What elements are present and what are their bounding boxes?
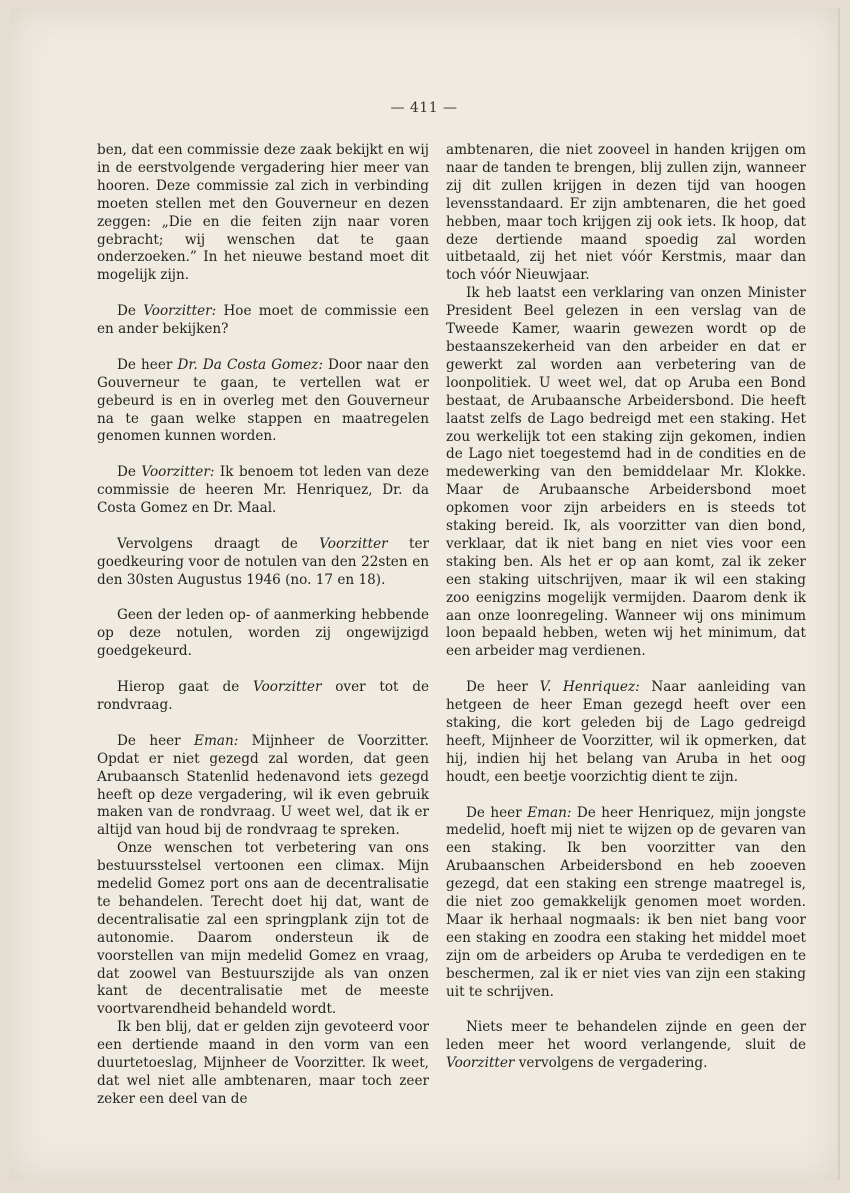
paragraph: Onze wenschen tot verbetering van ons bestuursstelsel vertoonen een climax. Mijn medelid Gomez port ons aan de decentralisatie te behandelen. Terecht doet hij dat, want de decentralisatie zal een springplank zijn tot de autonomie. Daarom ondersteun ik de voorstellen van mijn medelid Gomez en vraag, dat zoowel van Bestuurszijde als van onzen kant de decentralisatie met de meeste voortvarendheid behandeld wordt. bbox=[97, 840, 429, 1018]
speaker-name: Voorzitter: bbox=[141, 464, 215, 481]
paragraph: De Voorzitter: Hoe moet de commissie een en ander bekijken? bbox=[97, 303, 429, 338]
paragraph: Vervolgens draagt de Voorzitter ter goedkeuring voor de notulen van den 22sten en den 30sten Augustus 1946 (no. 17 en 18). bbox=[97, 535, 429, 588]
speaker-name: Voorzitter bbox=[319, 535, 388, 552]
speaker-name: Voorzitter bbox=[446, 1055, 515, 1072]
paragraph: ambtenaren, die niet zooveel in handen krijgen om naar de tanden te brengen, blij zullen zijn, wanneer zij dit zullen krijgen in dezen tijd van hoogen levensstandaard. Er zijn ambtenaren, die het goed hebben, maar toch krijgen zij ook iets. Ik hoop, dat deze dertiende maand spoedig zal worden uitbetaald, zij het niet vóór Kerstmis, maar dan toch vóór Nieuwjaar. bbox=[446, 142, 806, 284]
paragraph: Niets meer te behandelen zijnde en geen der leden meer het woord verlangende, sluit de Voorzitter vervolgens de vergadering. bbox=[446, 1019, 806, 1072]
paragraph: De heer Dr. Da Costa Gomez: Door naar den Gouverneur te gaan, te vertellen wat er gebeurd is en in overleg met den Gouverneur na te gaan welke stappen en maatregelen genomen kunnen worden. bbox=[97, 356, 429, 445]
speaker-name: Voorzitter bbox=[253, 679, 322, 696]
paragraph: De heer Eman: De heer Henriquez, mijn jongste medelid, hoeft mij niet te wijzen op de gevaren van een staking. Ik ben voorzitter van den Arubaanschen Arbeidersbond en heb zooeven gezegd, dat een staking een strenge maatregel is, die niet zoo gemakkelijk genomen moet worden. Maar ik herhaal nogmaals: ik ben niet bang voor een staking en zoodra een staking het middel moet zijn om de arbeiders op Aruba te verdedigen en te beschermen, zal ik er niet vies van zijn een staking uit te schrijven. bbox=[446, 804, 806, 1000]
paragraph: Geen der leden op- of aanmerking hebbende op deze notulen, worden zij ongewijzigd goedgekeurd. bbox=[97, 607, 429, 660]
left-column bbox=[97, 142, 429, 1109]
document-page bbox=[10, 8, 840, 1180]
paragraph: Ik ben blij, dat er gelden zijn gevoteerd voor een dertiende maand in den vorm van een duurtetoeslag, Mijnheer de Voorzitter. Ik weet, dat wel niet alle ambtenaren, maar toch zeer zeker een deel van de bbox=[97, 1019, 429, 1107]
speaker-name: Dr. Da Costa Gomez: bbox=[177, 356, 323, 373]
paragraph: ben, dat een commissie deze zaak bekijkt en wij in de eerstvolgende vergadering hier meer van hooren. Deze commissie zal zich in verbinding moeten stellen met den Gouverneur en dezen zeggen: „Die en die feiten zijn naar voren gebracht; wij wenschen dat te gaan onderzoeken.” In het nieuwe bestand moet dit mogelijk zijn. bbox=[97, 142, 429, 284]
paragraph: Ik heb laatst een verklaring van onzen Minister President Beel gelezen in een verslag van de Tweede Kamer, waarin gewezen wordt op de bestaanszekerheid van den arbeider en dat er gewerkt zal worden aan verbetering van de loonpolitiek. U weet wel, dat op Aruba een Bond bestaat, de Arubaansche Arbeidersbond. Die heeft laatst zelfs de Lago bedreigd met een staking. Het zou werkelijk tot een staking zijn gekomen, indien de Lago niet toegestemd had in de condities en de medewerking van den bemiddelaar Mr. Klokke. Maar de Arubaansche Arbeidersbond moet opkomen voor zijn arbeiders en is steeds tot staking bereid. Ik, als voorzitter van dien bond, verklaar, dat ik niet bang en niet vies voor een staking ben. Als het er op aan komt, zal ik zeker een staking uitschrijven, maar ik wil een staking zoo eenigzins mogelijk vermijden. Daarom denk ik aan onze loonregeling. Wanneer wij ons minimum loon bepaald hebben, weten wij het minimum, dat een arbeider mag verdienen. bbox=[446, 285, 806, 660]
speaker-name: Eman: bbox=[527, 804, 572, 821]
speaker-name: Eman: bbox=[194, 732, 239, 749]
paragraph: De heer V. Henriquez: Naar aanleiding van hetgeen de heer Eman gezegd heeft over een staking, die kort geleden bij de Lago gedreigd heeft, Mijnheer de Voorzitter, wil ik opmerken, dat hij, indien hij het belang van Aruba in het oog houdt, een beetje voorzichtig dient te zijn. bbox=[446, 679, 807, 785]
paragraph: De heer Eman: Mijnheer de Voorzitter. Opdat er niet gezegd zal worden, dat geen Arubaansch Statenlid hedenavond iets gezegd heeft op deze vergadering, wil ik even gebruik maken van de rondvraag. U weet wel, dat ik er altijd van houd bij de rondvraag te spreken. bbox=[97, 732, 430, 839]
paragraph: Hierop gaat de Voorzitter over tot de rondvraag. bbox=[97, 679, 429, 713]
paragraph: De Voorzitter: Ik benoem tot leden van deze commissie de heeren Mr. Henriquez, Dr. da Costa Gomez en Dr. Maal. bbox=[97, 464, 429, 517]
speaker-name: Voorzitter: bbox=[143, 303, 217, 320]
page-number: — 411 — bbox=[390, 100, 458, 116]
speaker-name: V. Henriquez: bbox=[539, 679, 640, 696]
right-column bbox=[446, 142, 806, 1073]
